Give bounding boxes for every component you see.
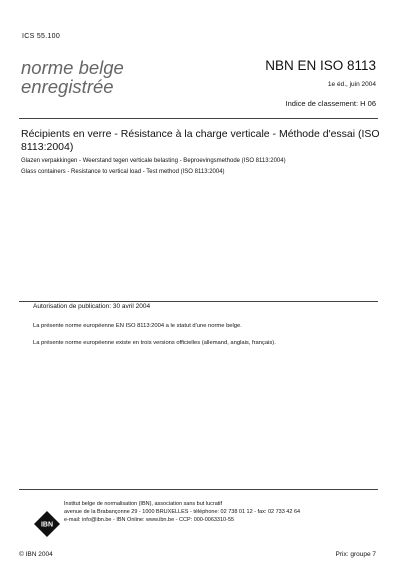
ibn-online: e-mail: info@ibn.be - IBN Online: www.ibn.be - CCP: 000-0063310-55 [64,517,235,524]
versions-paragraph: La présente norme européenne existe en trois versions officielles (allemand, anglais, français). [33,340,276,346]
publication-date: Autorisation de publication: 30 avril 2004 [33,303,151,310]
brand-line-1: norme belge [21,57,124,78]
classification-index: Indice de classement: H 06 [285,99,376,108]
standard-number: NBN EN ISO 8113 [265,58,376,73]
brand-line-2: enregistrée [21,76,114,97]
ibn-logo-text: IBN [40,521,54,529]
brand-title [21,58,124,96]
price-group: Prix: groupe 7 [335,551,376,558]
ibn-name: Institut belge de normalisation (IBN), association sans but lucratif [64,501,223,507]
body-section [19,301,378,490]
title-english: Glass containers - Resistance to vertical load - Test method (ISO 8113:2004) [21,169,225,175]
edition-date: 1e éd., juin 2004 [327,81,376,88]
ibn-logo-icon [33,510,61,538]
copyright: © IBN 2004 [19,551,53,558]
title-dutch: Glazen verpakkingen - Weerstand tegen verticale belasting - Beproevingsmethode (ISO 8113:2004) [21,158,286,164]
status-paragraph: La présente norme européenne EN ISO 8113:2004 a le statut d'une norme belge. [33,323,242,329]
ibn-contact [64,500,300,525]
header-divider [19,118,378,119]
ics-code: ICS 55.100 [22,33,61,40]
title-french: Récipients en verre - Résistance à la charge verticale - Méthode d'essai (ISO 8113:2004) [21,128,380,153]
ibn-address: avenue de la Brabançonne 29 - 1000 BRUXELLES - téléphone: 02 738 01 12 - fax: 02 733 42 64 [64,509,301,516]
